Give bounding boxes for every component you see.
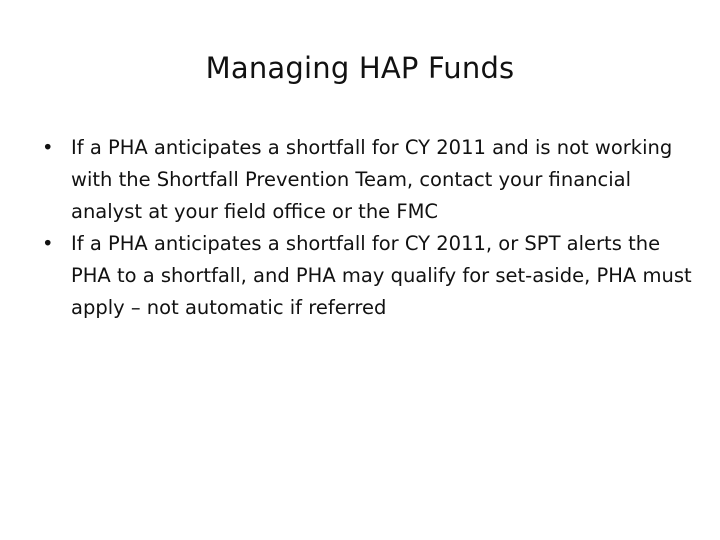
bullet-item-1 bbox=[42, 132, 692, 228]
bullet-text-1: If a PHA anticipates a shortfall for CY 2011 and is not working with the Shortfall Prevention Team, contact your financial analyst at your field office or the FMC bbox=[71, 136, 673, 223]
bullet-item-2 bbox=[42, 228, 692, 324]
bullet-text-2: If a PHA anticipates a shortfall for CY 2011, or SPT alerts the PHA to a shortfall, and PHA may qualify for set-aside, PHA must apply – not automatic if referred bbox=[71, 232, 692, 319]
bullet-list bbox=[42, 132, 692, 324]
bullet-icon: • bbox=[42, 136, 54, 159]
slide-title: Managing HAP Funds bbox=[205, 51, 515, 85]
bullet-icon: • bbox=[42, 232, 54, 255]
